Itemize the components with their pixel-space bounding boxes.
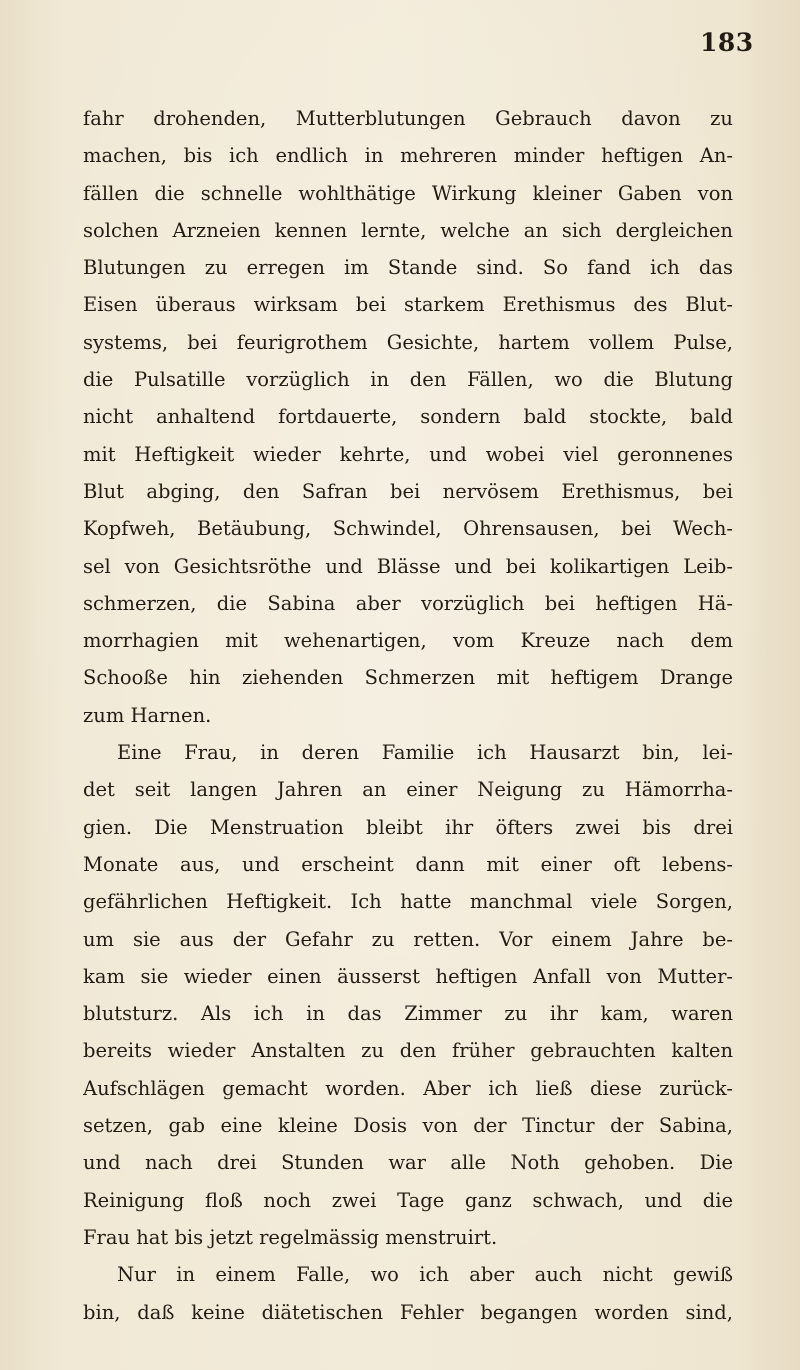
text-line: Schooße hin ziehenden Schmerzen mit heftigem Drange — [83, 666, 733, 690]
text-line: sel von Gesichtsröthe und Blässe und bei kolikartigen Leib- — [83, 554, 733, 578]
text-line: systems, bei feurigrothem Gesichte, hartem vollem Pulse, — [83, 330, 733, 354]
text-line: bin, daß keine diätetischen Fehler begangen worden sind, — [83, 1300, 733, 1324]
text-line: gien. Die Menstruation bleibt ihr öfters zwei bis drei — [83, 815, 733, 839]
text-line: Aufschlägen gemacht worden. Aber ich ließ diese zurück- — [83, 1076, 733, 1100]
text-line: zum Harnen. — [83, 703, 212, 727]
text-line: und nach drei Stunden war alle Noth gehoben. Die — [83, 1151, 733, 1175]
text-line: kam sie wieder einen äusserst heftigen Anfall von Mutter- — [83, 964, 733, 988]
page-number: 183 — [700, 28, 754, 57]
text-line: Monate aus, und erscheint dann mit einer oft lebens- — [83, 852, 733, 876]
text-line: um sie aus der Gefahr zu retten. Vor einem Jahre be- — [83, 927, 733, 951]
text-line: setzen, gab eine kleine Dosis von der Tinctur der Sabina, — [83, 1114, 733, 1138]
text-line: fahr drohenden, Mutterblutungen Gebrauch davon zu — [83, 107, 733, 130]
text-line: Reinigung floß noch zwei Tage ganz schwach, und die — [83, 1188, 733, 1212]
text-line: Eisen überaus wirksam bei starkem Erethismus des Blut- — [83, 293, 733, 317]
paragraph-start-line: Nur in einem Falle, wo ich aber auch nicht gewiß — [117, 1263, 733, 1287]
text-line: bereits wieder Anstalten zu den früher gebrauchten kalten — [83, 1039, 733, 1063]
text-line: Blutungen zu erregen im Stande sind. So fand ich das — [83, 256, 733, 280]
paragraph-start-line: Eine Frau, in deren Familie ich Hausarzt bin, lei- — [117, 741, 733, 765]
text-line: det seit langen Jahren an einer Neigung zu Hämorrha- — [83, 778, 733, 802]
text-line: solchen Arzneien kennen lernte, welche an sich dergleichen — [83, 218, 733, 242]
text-line: morrhagien mit wehenartigen, vom Kreuze nach dem — [83, 629, 733, 653]
text-line: Blut abging, den Safran bei nervösem Erethismus, bei — [83, 479, 733, 503]
text-line: Frau hat bis jetzt regelmässig menstruirt. — [83, 1225, 498, 1249]
text-line: schmerzen, die Sabina aber vorzüglich bei heftigen Hä- — [83, 591, 733, 615]
text-line: die Pulsatille vorzüglich in den Fällen, wo die Blutung — [83, 368, 733, 392]
text-line: nicht anhaltend fortdauerte, sondern bald stockte, bald — [83, 405, 733, 429]
text-line: Kopfweh, Betäubung, Schwindel, Ohrensausen, bei Wech- — [83, 517, 733, 541]
text-line: blutsturz. Als ich in das Zimmer zu ihr kam, waren — [83, 1002, 733, 1026]
text-line: mit Heftigkeit wieder kehrte, und wobei viel geronnenes — [83, 442, 733, 466]
text-line: gefährlichen Heftigkeit. Ich hatte manchmal viele Sorgen, — [83, 890, 733, 914]
text-line: fällen die schnelle wohlthätige Wirkung kleiner Gaben von — [83, 181, 733, 205]
body-text — [83, 100, 733, 1331]
text-line: machen, bis ich endlich in mehreren minder heftigen An- — [83, 144, 733, 168]
